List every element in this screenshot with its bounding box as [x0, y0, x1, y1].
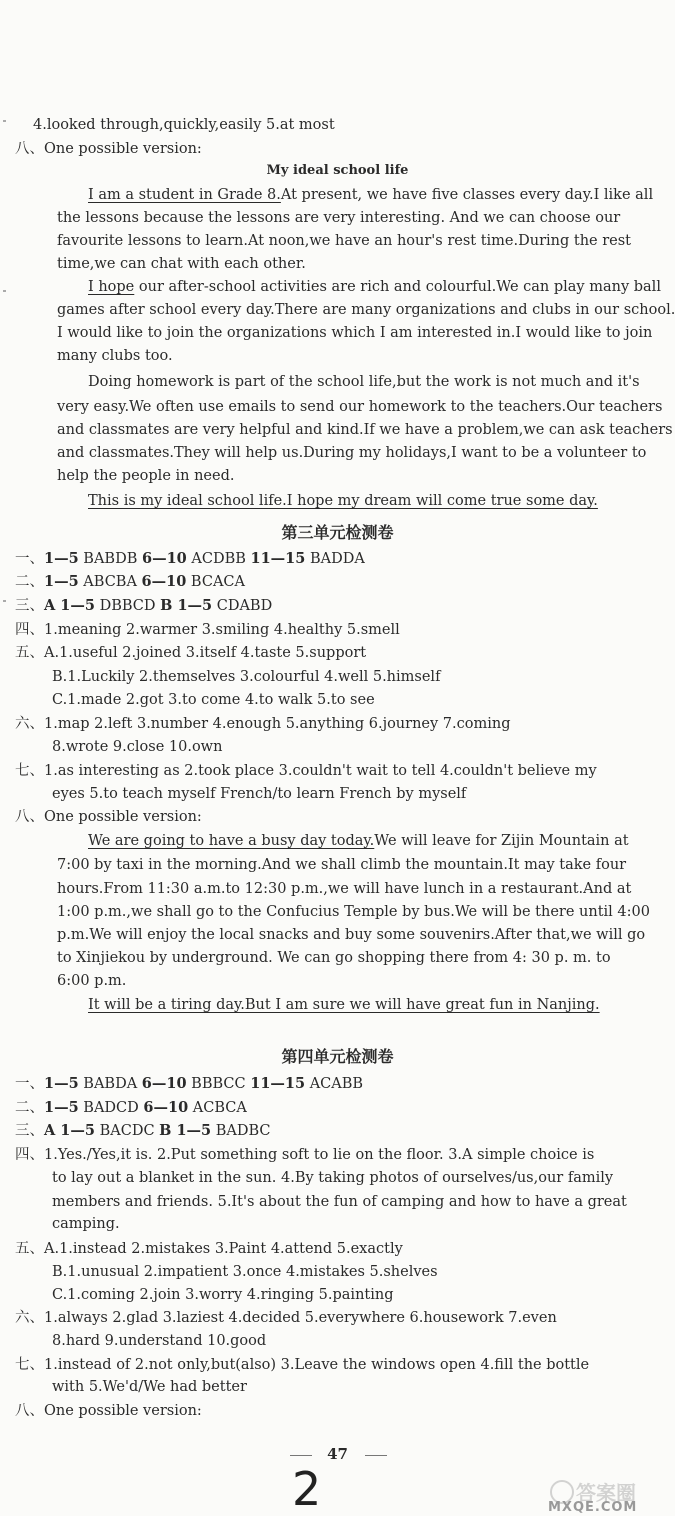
answer-line: 二、1—5 ABCBA 6—10 BCACA: [15, 573, 245, 590]
section-title: 第四单元检测卷: [281, 1047, 394, 1066]
essay-line: favourite lessons to learn.At noon,we have an hour's rest time.During the rest: [57, 233, 632, 249]
answer-line: B.1.Luckily 2.themselves 3.colourful 4.well 5.himself: [52, 669, 441, 685]
answer-line: 五、A.1.instead 2.mistakes 3.Paint 4.attend 5.exactly: [15, 1241, 403, 1257]
essay-line: Doing homework is part of the school life,but the work is not much and it's: [88, 374, 640, 390]
answer-line: to lay out a blanket in the sun. 4.By taking photos of ourselves/us,our family: [52, 1170, 614, 1186]
scan-edge-mark: [3, 120, 6, 122]
essay-line: [88, 185, 653, 205]
essay-line: I would like to join the organizations which I am interested in.I would like to join: [57, 325, 653, 341]
essay-line: many clubs too.: [57, 348, 173, 364]
section-title: 第三单元检测卷: [281, 523, 394, 542]
essay-line: games after school every day.There are many organizations and clubs in our school.: [57, 302, 675, 318]
essay-line: help the people in need.: [57, 468, 235, 484]
essay-line: hours.From 11:30 a.m.to 12:30 p.m.,we will have lunch in a restaurant.And at: [57, 881, 632, 897]
scan-edge-mark: [3, 290, 6, 292]
essay-text: our after-school activities are rich and colourful.We can play many ball: [138, 279, 661, 295]
essay-title: My ideal school life: [266, 163, 409, 178]
page-number: 47: [327, 1445, 348, 1463]
svg-text:答案圈: 答案圈: [576, 1481, 636, 1505]
answer-line: 二、1—5 BADCD 6—10 ACBCA: [15, 1099, 247, 1116]
essay-line: very easy.We often use emails to send our homework to the teachers.Our teachers: [57, 399, 663, 415]
underlined-phrase: I hope: [88, 279, 135, 295]
essay-line: time,we can chat with each other.: [57, 256, 306, 272]
underlined-sentence: It will be a tiring day.But I am sure we will have great fun in Nanjing.: [88, 997, 600, 1013]
answer-line: 五、A.1.useful 2.joined 3.itself 4.taste 5.support: [15, 645, 367, 661]
answer-line: 四、1.Yes./Yes,it is. 2.Put something soft to lie on the floor. 3.A simple choice is: [15, 1147, 595, 1163]
answer-line: 一、1—5 BABDB 6—10 ACDBB 11—15 BADDA: [15, 550, 365, 567]
answer-line: 三、A 1—5 DBBCD B 1—5 CDABD: [15, 597, 273, 614]
essay-line: 6:00 p.m.: [57, 973, 127, 989]
answer-line: eyes 5.to teach myself French/to learn French by myself: [52, 786, 467, 802]
underlined-sentence: We are going to have a busy day today.: [88, 833, 375, 849]
answer-line: 六、1.map 2.left 3.number 4.enough 5.anything 6.journey 7.coming: [15, 716, 511, 732]
answer-line: members and friends. 5.It's about the fun of camping and how to have a great: [52, 1194, 627, 1210]
underlined-sentence: This is my ideal school life.I hope my dream will come true some day.: [88, 493, 598, 509]
watermark-site: MXQE.COM: [548, 1500, 638, 1515]
essay-line: [88, 277, 661, 297]
essay-line: and classmates.They will help us.During my holidays,I want to be a volunteer to: [57, 445, 647, 461]
essay-line: We are going to have a busy day today.We will leave for Zijin Mountain at: [88, 833, 629, 849]
answer-line: 七、1.as interesting as 2.took place 3.couldn't wait to tell 4.couldn't believe my: [15, 763, 597, 779]
answer-line: 三、A 1—5 BACDC B 1—5 BADBC: [15, 1122, 271, 1139]
answer-line: 8.wrote 9.close 10.own: [52, 739, 223, 755]
essay-line: and classmates are very helpful and kind.If we have a problem,we can ask teachers: [57, 422, 673, 438]
answer-line: 八、One possible version:: [15, 141, 202, 157]
essay-text: At present, we have five classes every day.I like all: [280, 187, 654, 203]
answer-line: 七、1.instead of 2.not only,but(also) 3.Leave the windows open 4.fill the bottle: [15, 1357, 590, 1373]
answer-line: 八、One possible version:: [15, 1403, 202, 1419]
answer-line: 8.hard 9.understand 10.good: [52, 1333, 267, 1349]
answer-line: camping.: [52, 1216, 120, 1232]
essay-line: 1:00 p.m.,we shall go to the Confucius Temple by bus.We will be there until 4:00: [57, 904, 650, 920]
answer-line: 八、One possible version:: [15, 809, 202, 825]
answer-line: 4.looked through,quickly,easily 5.at most: [33, 117, 335, 133]
essay-line: to Xinjiekou by underground. We can go shopping there from 4: 30 p. m. to: [57, 950, 611, 966]
answer-line: C.1.made 2.got 3.to come 4.to walk 5.to see: [52, 692, 375, 708]
scan-edge-mark: [3, 600, 6, 602]
underlined-phrase: I am a student in Grade 8.: [88, 187, 281, 203]
answer-line: B.1.unusual 2.impatient 3.once 4.mistakes 5.shelves: [52, 1264, 438, 1280]
essay-line: the lessons because the lessons are very interesting. And we can choose our: [57, 210, 621, 226]
answer-line: with 5.We'd/We had better: [52, 1379, 247, 1395]
answer-line: 一、1—5 BABDA 6—10 BBBCC 11—15 ACABB: [15, 1075, 364, 1092]
handwritten-mark: 2: [292, 1462, 322, 1516]
answer-line: C.1.coming 2.join 3.worry 4.ringing 5.painting: [52, 1287, 394, 1303]
essay-line: p.m.We will enjoy the local snacks and buy some souvenirs.After that,we will go: [57, 927, 646, 943]
answer-line: 六、1.always 2.glad 3.laziest 4.decided 5.everywhere 6.housework 7.even: [15, 1310, 557, 1326]
answer-line: 四、1.meaning 2.warmer 3.smiling 4.healthy 5.smell: [15, 622, 400, 638]
essay-line: 7:00 by taxi in the morning.And we shall climb the mountain.It may take four: [57, 857, 627, 873]
